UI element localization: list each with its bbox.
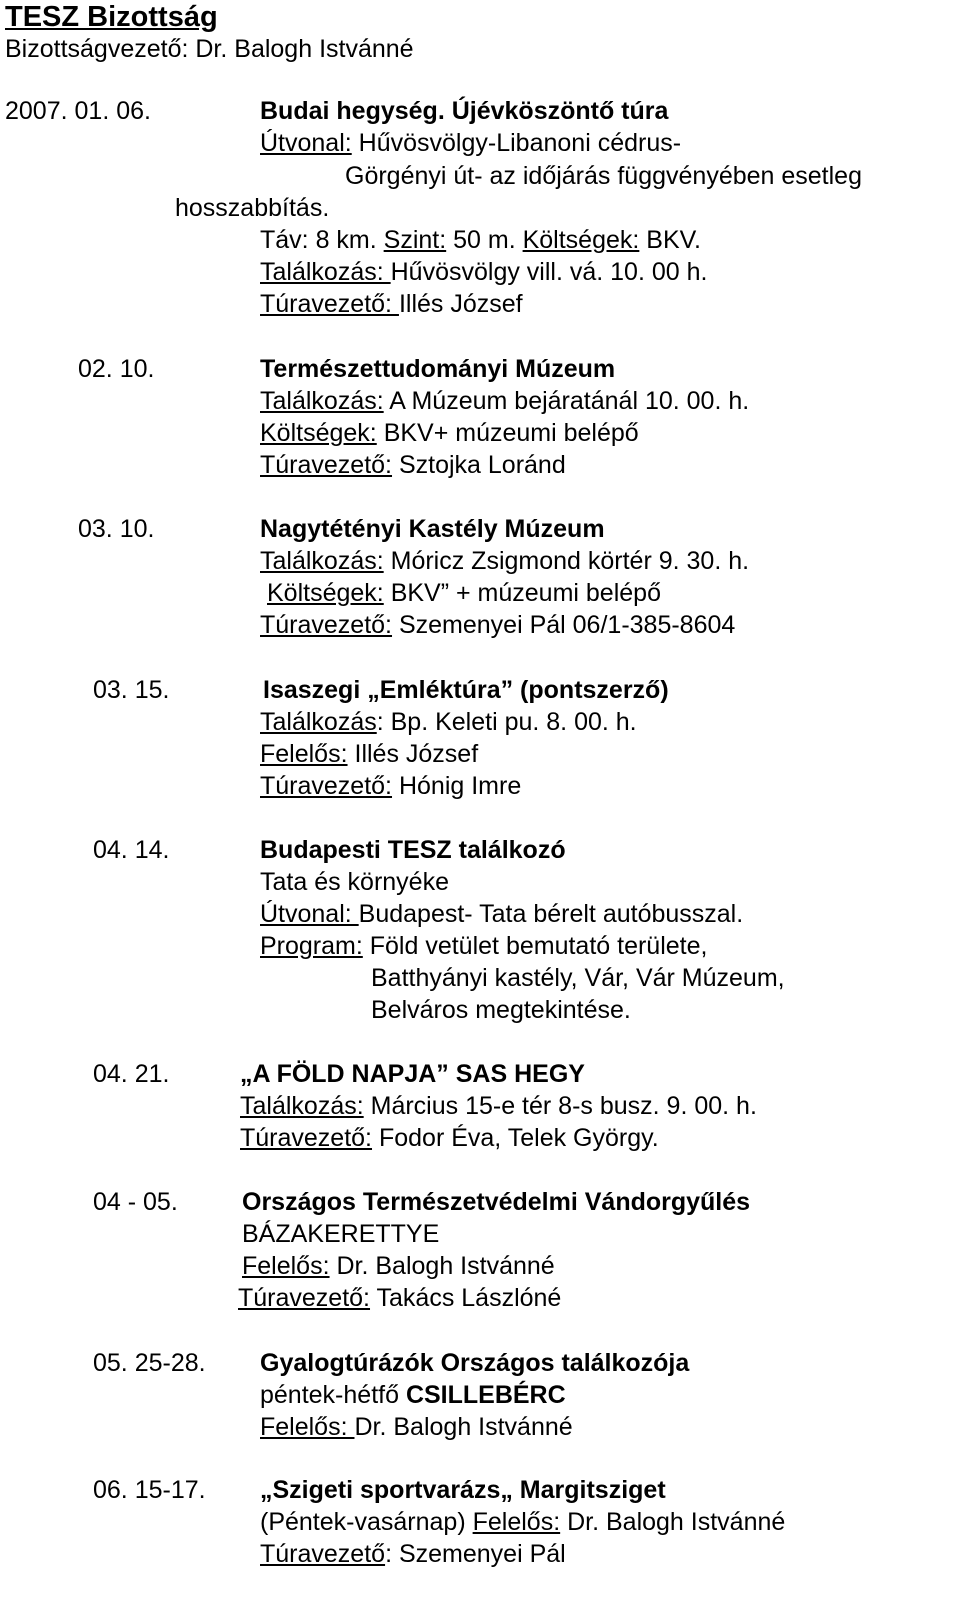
meeting-value: Móricz Zsigmond körtér 9. 30. h.	[383, 547, 750, 575]
cost-value: BKV.	[639, 226, 701, 254]
event-guide	[260, 449, 566, 481]
page-title: TESZ Bizottság	[5, 1, 218, 33]
responsible-value: Dr. Balogh Istvánné	[560, 1508, 786, 1536]
meeting-label: Találkozás	[260, 708, 377, 736]
level-label: Szint:	[383, 226, 447, 254]
event-guide	[260, 1538, 566, 1570]
event-date: 04 - 05.	[93, 1188, 178, 1216]
responsible-label: Felelős:	[260, 740, 348, 768]
route-value: Budapest- Tata bérelt autóbusszal.	[358, 900, 744, 928]
event-date: 02. 10.	[78, 355, 155, 383]
guide-label: Túravezető:	[238, 1284, 371, 1312]
event-title: Nagytétényi Kastély Múzeum	[260, 515, 605, 543]
event-route-cont: hosszabbítás.	[175, 194, 330, 222]
committee-leader: Bizottságvezető: Dr. Balogh Istvánné	[5, 35, 414, 63]
event-responsible	[242, 1250, 555, 1282]
event-meeting	[260, 545, 749, 577]
event-responsible	[260, 1411, 573, 1443]
event-guide	[260, 770, 521, 802]
event-meeting	[260, 385, 749, 417]
guide-label: Túravezető:	[260, 772, 393, 800]
guide-label: Túravezető:	[240, 1124, 373, 1152]
meeting-label: Találkozás:	[260, 387, 384, 415]
responsible-value: Dr. Balogh Istvánné	[354, 1413, 573, 1441]
event-program-cont: Belváros megtekintése.	[371, 996, 631, 1024]
event-title: Isaszegi „Emléktúra” (pontszerző)	[263, 676, 669, 704]
responsible-label: Felelős:	[260, 1413, 355, 1441]
level-value: 50 m.	[446, 226, 523, 254]
guide-value: Illés József	[398, 290, 523, 318]
event-route	[260, 127, 681, 159]
event-meeting	[240, 1090, 757, 1122]
event-meeting	[260, 706, 637, 738]
meeting-value: Március 15-e tér 8-s busz. 9. 00. h.	[363, 1092, 757, 1120]
event-date: 04. 21.	[93, 1060, 170, 1088]
event-title: Országos Természetvédelmi Vándorgyűlés	[242, 1188, 751, 1216]
event-location: BÁZAKERETTYE	[242, 1220, 440, 1248]
event-program	[260, 930, 707, 962]
event-title: Budapesti TESZ találkozó	[260, 836, 566, 864]
event-guide	[260, 288, 523, 320]
event-days	[260, 1506, 785, 1538]
event-title: Budai hegység. Újévköszöntő túra	[260, 97, 669, 125]
meeting-label: Találkozás:	[260, 258, 391, 286]
cost-value: BKV+ múzeumi belépő	[376, 419, 639, 447]
event-responsible	[260, 738, 478, 770]
program-value: Föld vetület bemutató területe,	[362, 932, 708, 960]
event-date: 03. 15.	[93, 676, 170, 704]
guide-label: Túravezető:	[260, 451, 393, 479]
event-guide	[260, 609, 735, 641]
responsible-value: Illés József	[347, 740, 479, 768]
route-label: Útvonal:	[260, 129, 352, 157]
location-value: CSILLEBÉRC	[405, 1381, 566, 1409]
event-route	[260, 898, 743, 930]
event-date: 05. 25-28.	[93, 1349, 206, 1377]
event-title: Természettudományi Múzeum	[260, 355, 616, 383]
guide-value: : Szemenyei Pál	[385, 1540, 566, 1568]
meeting-value: Hűvösvölgy vill. vá. 10. 00 h.	[390, 258, 708, 286]
event-date: 2007. 01. 06.	[5, 97, 151, 125]
cost-label: Költségek:	[267, 579, 384, 607]
guide-label: Túravezető:	[260, 611, 393, 639]
cost-label: Költségek:	[260, 419, 377, 447]
event-date: 03. 10.	[78, 515, 155, 543]
event-cost	[260, 417, 639, 449]
guide-value: Szemenyei Pál 06/1-385-8604	[392, 611, 736, 639]
days-value: péntek-hétfő	[260, 1381, 406, 1409]
event-details	[260, 224, 701, 256]
guide-value: Sztojka Loránd	[392, 451, 566, 479]
distance: Táv: 8 km.	[260, 226, 384, 254]
program-label: Program:	[260, 932, 363, 960]
event-subtitle: Tata és környéke	[260, 868, 449, 896]
event-route-cont: Görgényi út- az időjárás függvényében esetleg	[345, 162, 862, 190]
event-cost	[267, 577, 661, 609]
event-days	[260, 1379, 566, 1411]
guide-value: Hónig Imre	[392, 772, 522, 800]
guide-label: Túravezető:	[260, 290, 399, 318]
meeting-value: : Bp. Keleti pu. 8. 00. h.	[376, 708, 637, 736]
event-meeting	[260, 256, 707, 288]
responsible-label: Felelős:	[242, 1252, 330, 1280]
event-program-cont: Batthyányi kastély, Vár, Vár Múzeum,	[371, 964, 785, 992]
event-title: Gyalogtúrázók Országos találkozója	[260, 1349, 690, 1377]
route-value: Hűvösvölgy-Libanoni cédrus-	[351, 129, 682, 157]
days-value: (Péntek-vasárnap)	[260, 1508, 473, 1536]
event-date: 06. 15-17.	[93, 1476, 206, 1504]
cost-value: BKV” + múzeumi belépő	[383, 579, 661, 607]
guide-value: Takács Lászlóné	[370, 1284, 562, 1312]
responsible-value: Dr. Balogh Istvánné	[329, 1252, 555, 1280]
event-title: „A FÖLD NAPJA” SAS HEGY	[240, 1060, 585, 1088]
guide-label: Túravezető	[260, 1540, 386, 1568]
meeting-label: Találkozás:	[260, 547, 384, 575]
cost-label: Költségek:	[522, 226, 640, 254]
meeting-value: A Múzeum bejáratánál 10. 00. h.	[383, 387, 750, 415]
event-date: 04. 14.	[93, 836, 170, 864]
event-title: „Szigeti sportvarázs„ Margitsziget	[260, 1476, 666, 1504]
event-guide	[240, 1122, 659, 1154]
meeting-label: Találkozás:	[240, 1092, 364, 1120]
guide-value: Fodor Éva, Telek György.	[372, 1124, 659, 1152]
event-guide	[238, 1282, 561, 1314]
responsible-label: Felelős:	[472, 1508, 561, 1536]
route-label: Útvonal:	[260, 900, 359, 928]
